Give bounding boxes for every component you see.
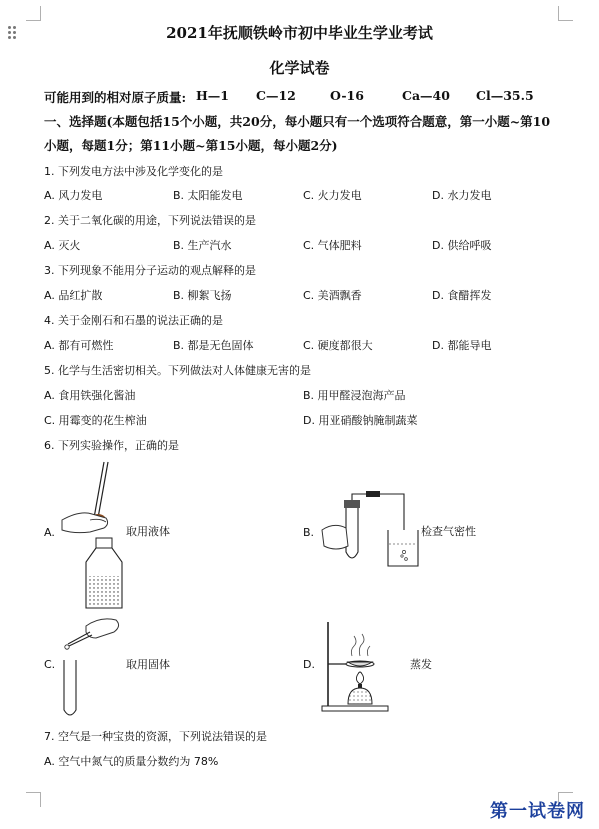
option-b-caption: 检查气密性 [421,525,476,538]
question-stem: 3. 下列现象不能用分子运动的观点解释的是 [44,264,256,277]
option-a: A. 风力发电 [44,189,103,202]
option-a: A. 食用铁强化酱油 [44,389,136,402]
atomic-mass-o: O-16 [330,88,364,103]
option-b: B. 都是无色固体 [173,339,254,352]
crop-mark-top-left [26,6,41,21]
option-d: D. [303,658,315,671]
option-d: D. 供给呼吸 [432,239,492,252]
airtightness-check-illustration [318,490,428,570]
watermark-logo: 第一试卷网 [490,801,585,822]
option-c: C. 火力发电 [303,189,362,202]
option-c: C. 气体肥料 [303,239,362,252]
atomic-mass-ca: Ca—40 [402,88,450,103]
question-stem: 6. 下列实验操作，正确的是 [44,439,179,452]
option-d: D. 用亚硝酸钠腌制蔬菜 [303,414,418,427]
question-stem: 7. 空气是一种宝贵的资源，下列说法错误的是 [44,730,267,743]
option-d-caption: 蒸发 [410,658,432,671]
option-c: C. 硬度都很大 [303,339,373,352]
option-c: C. 美酒飘香 [303,289,362,302]
option-a: A. 都有可燃性 [44,339,114,352]
option-a: A. 空气中氮气的质量分数约为 78% [44,755,219,768]
option-a: A. [44,526,55,539]
option-a: A. 品红扩散 [44,289,103,302]
question-stem: 5. 化学与生活密切相关。下列做法对人体健康无害的是 [44,364,311,377]
atomic-mass-cl: Cl—35.5 [476,88,534,103]
option-b: B. 用甲醛浸泡海产品 [303,389,406,402]
page-subtitle: 化学试卷 [269,59,330,77]
option-c-caption: 取用固体 [126,658,170,671]
option-a: A. 灭火 [44,239,81,252]
option-d: D. 都能导电 [432,339,492,352]
atomic-mass-h: H—1 [196,88,230,103]
option-c: C. [44,658,56,671]
option-b: B. 生产汽水 [173,239,232,252]
page-title: 2021年抚顺铁岭市初中毕业生学业考试 [166,24,433,42]
question-stem: 2. 关于二氧化碳的用途，下列说法错误的是 [44,214,256,227]
question-stem: 4. 关于金刚石和石墨的说法正确的是 [44,314,223,327]
option-b: B. 柳絮飞扬 [173,289,232,302]
crop-mark-bottom-left [26,792,41,807]
option-d: D. 食醋挥发 [432,289,492,302]
evaporation-setup-illustration [320,618,390,714]
option-d: D. 水力发电 [432,189,492,202]
option-c: C. 用霉变的花生榨油 [44,414,147,427]
tweezers-test-tube-illustration [56,610,126,720]
section-heading-line2: 小题，每题1分；第11小题~第15小题，每小题2分) [44,138,338,153]
crop-mark-top-right [558,6,573,21]
section-heading-line1: 一、选择题(本题包括15个小题，共20分，每小题只有一个选项符合题意，第一小题~第10 [44,114,551,129]
atomic-mass-label: 可能用到的相对原子质量: [44,90,187,105]
atomic-mass-c: C—12 [256,88,296,103]
question-stem: 1. 下列发电方法中涉及化学变化的是 [44,165,223,178]
option-a-caption: 取用液体 [126,525,170,538]
option-b: B. 太阳能发电 [173,189,243,202]
option-b: B. [303,526,315,539]
